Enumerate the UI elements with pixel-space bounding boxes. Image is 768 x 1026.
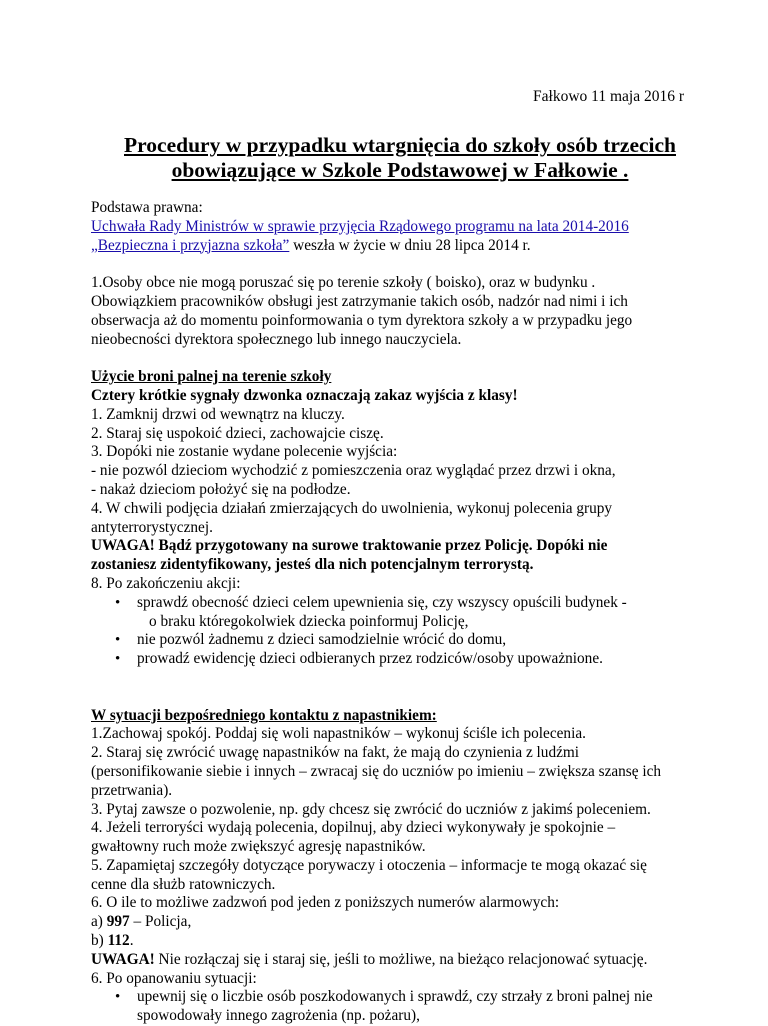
spacer xyxy=(91,349,691,368)
section-1-bullet-list xyxy=(91,594,691,669)
section-1-warning: zostaniesz zidentyfikowany, jesteś dla nich potencjalnym terrorystą. xyxy=(91,556,534,574)
emergency-label: . xyxy=(129,932,134,950)
warning-label: UWAGA! xyxy=(91,950,155,968)
legal-basis-label: Podstawa prawna: xyxy=(91,199,203,216)
bullet-text-continued: o braku któregokolwiek dziecka poinformuj Policję, xyxy=(149,612,469,630)
section-2-warning xyxy=(91,951,691,970)
emergency-number-police xyxy=(91,913,691,932)
program-name-link[interactable]: „Bezpieczna i przyjazna szkoła” xyxy=(91,236,290,254)
list-item xyxy=(91,988,691,1026)
section-2-line: 6. O ile to możliwe zadzwoń pod jeden z poniższych numerów alarmowych: xyxy=(91,894,560,912)
bullet-text-continued: spowodowały innego zagrożenia (np. pożaru), xyxy=(137,1007,420,1025)
section-1-line: 3. Dopóki nie zostanie wydane polecenie wyjścia: xyxy=(91,443,398,461)
section-1-line: - nakaż dzieciom położyć się na podłodze. xyxy=(91,480,351,498)
warning-text: Nie rozłączaj się i staraj się, jeśli to możliwe, na bieżąco relacjonować sytuację. xyxy=(154,950,648,968)
spacer xyxy=(91,669,691,688)
section-2-line: 3. Pytaj zawsze o pozwolenie, np. gdy chcesz się zwrócić do uczniów z jakimś poleceniem. xyxy=(91,800,651,818)
spacer xyxy=(91,688,691,707)
document-date: Fałkowo 11 maja 2016 r xyxy=(533,88,684,105)
list-item: • nie pozwól żadnemu z dzieci samodzielnie wrócić do domu, xyxy=(91,631,691,650)
section-2-line: 6. Po opanowaniu sytuacji: xyxy=(91,969,257,987)
section-2-line: przetrwania). xyxy=(91,781,173,799)
spacer xyxy=(91,255,691,274)
emergency-prefix: b) xyxy=(91,932,108,950)
section-1-line: - nie pozwól dzieciom wychodzić z pomieszczenia oraz wyglądać przez drzwi i okna, xyxy=(91,462,616,480)
emergency-number: 112 xyxy=(107,932,130,950)
section-2-line: (personifikowanie siebie i innych – zwracaj się do uczniów po imieniu – zwiększa szansę ich xyxy=(91,762,662,780)
intro-line: nieobecności dyrektora społecznego lub innego nauczyciela. xyxy=(91,330,462,348)
section-2-line: gwałtowny ruch może zwiększyć agresję napastników. xyxy=(91,838,426,856)
intro-line: 1.Osoby obce nie mogą poruszać się po terenie szkoły ( boisko), oraz w budynku . xyxy=(91,274,596,292)
section-1-signal: Cztery krótkie sygnały dzwonka oznaczają zakaz wyjścia z klasy! xyxy=(91,386,518,404)
document-title xyxy=(90,133,710,183)
section-2-heading: W sytuacji bezpośredniego kontaktu z napastnikiem: xyxy=(91,706,437,724)
bullet-text: • upewnij się o liczbie osób poszkodowanych i sprawdź, czy strzały z broni palnej nie xyxy=(137,988,653,1006)
section-1-warning: UWAGA! Bądź przygotowany na surowe traktowanie przez Policję. Dopóki nie xyxy=(91,537,608,555)
list-item xyxy=(91,594,691,632)
legal-basis-line-2 xyxy=(91,237,691,256)
section-1-line: antyterrorystycznej. xyxy=(91,518,213,536)
emergency-number-general xyxy=(91,932,691,951)
legal-basis-link-line-1[interactable] xyxy=(91,218,691,237)
section-1-line: 2. Staraj się uspokoić dzieci, zachowajcie ciszę. xyxy=(91,424,384,442)
title-line-1: Procedury w przypadku wtargnięcia do szkoły osób trzecich xyxy=(124,133,676,157)
section-1-line: 1. Zamknij drzwi od wewnątrz na kluczy. xyxy=(91,405,345,423)
section-2-line: cenne dla służb ratowniczych. xyxy=(91,875,276,893)
legal-basis-rest: weszła w życie w dniu 28 lipca 2014 r. xyxy=(289,236,531,254)
section-1-line: 8. Po zakończeniu akcji: xyxy=(91,574,241,592)
section-2-bullet-list xyxy=(91,988,691,1026)
section-1-line: 4. W chwili podjęcia działań zmierzających do uwolnienia, wykonuj polecenia grupy xyxy=(91,499,613,517)
document-body xyxy=(91,199,691,1026)
emergency-prefix: a) xyxy=(91,913,107,931)
list-item: • prowadź ewidencję dzieci odbieranych przez rodziców/osoby upoważnione. xyxy=(91,650,691,669)
section-2-line: 2. Staraj się zwrócić uwagę napastników na fakt, że mają do czynienia z ludźmi xyxy=(91,744,580,762)
section-2-line: 1.Zachowaj spokój. Poddaj się woli napastników – wykonuj ściśle ich polecenia. xyxy=(91,725,586,743)
intro-line: obserwacja aż do momentu poinformowania o tym dyrektora szkoły a w przypadku jego xyxy=(91,311,633,329)
title-line-2: obowiązujące w Szkole Podstawowej w Fałkowie . xyxy=(171,158,629,182)
section-1-heading: Użycie broni palnej na terenie szkoły xyxy=(91,368,332,386)
bullet-text: • sprawdź obecność dzieci celem upewnienia się, czy wszyscy opuścili budynek - xyxy=(137,593,627,611)
legal-basis-link[interactable]: Uchwała Rady Ministrów w sprawie przyjęcia Rządowego programu na lata 2014-2016 xyxy=(91,217,629,235)
intro-line: Obowiązkiem pracowników obsługi jest zatrzymanie takich osób, nadzór nad nimi i ich xyxy=(91,292,628,310)
section-2-line: 4. Jeżeli terroryści wydają polecenia, dopilnuj, aby dzieci wykonywały je spokojnie – xyxy=(91,819,616,837)
emergency-label: – Policja, xyxy=(129,913,192,931)
section-2-line: 5. Zapamiętaj szczegóły dotyczące porywaczy i otoczenia – informacje te mogą okazać się xyxy=(91,856,647,874)
emergency-number: 997 xyxy=(106,913,130,931)
